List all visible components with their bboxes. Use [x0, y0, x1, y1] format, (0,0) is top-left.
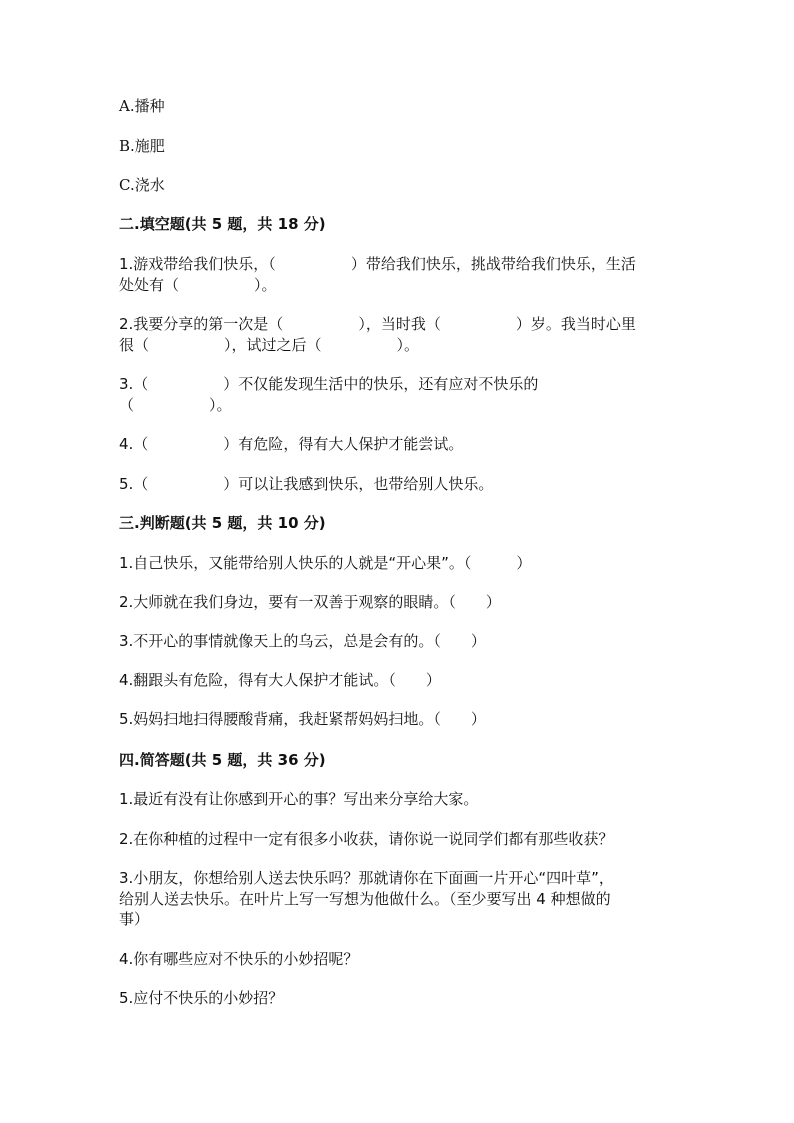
judge-question-2: 2.大师就在我们身边，要有一双善于观察的眼睛。（ ）	[119, 593, 501, 611]
short-question-4: 4.你有哪些应对不快乐的小妙招呢？	[119, 950, 359, 968]
judge-question-4: 4.翻跟头有危险，得有大人保护才能试。（ ）	[119, 671, 441, 689]
fill-question-2: 2.我要分享的第一次是（ ），当时我（ ）岁。我当时心里	[119, 315, 636, 333]
fill-question-3: 3.（ ）不仅能发现生活中的快乐，还有应对不快乐的	[119, 375, 539, 393]
section-heading-fill: 二.填空题(共 5 题，共 18 分)	[119, 215, 326, 233]
short-question-3: 3.小朋友，你想给别人送去快乐吗？那就请你在下面画一片开心“四叶草”，	[119, 869, 614, 887]
fill-question-1-cont: 处处有（ ）。	[119, 276, 277, 294]
short-question-5: 5.应付不快乐的小妙招？	[119, 989, 284, 1007]
fill-question-4: 4.（ ）有危险，得有大人保护才能尝试。	[119, 435, 464, 453]
judge-question-3: 3.不开心的事情就像天上的乌云，总是会有的。（ ）	[119, 632, 486, 650]
short-question-2: 2.在你种植的过程中一定有很多小收获，请你说一说同学们都有那些收获？	[119, 830, 614, 848]
option-b: B.施肥	[119, 137, 165, 155]
judge-question-5: 5.妈妈扫地扫得腰酸背痛，我赶紧帮妈妈扫地。（ ）	[119, 710, 486, 728]
short-question-1: 1.最近有没有让你感到开心的事？写出来分享给大家。	[119, 790, 479, 808]
section-heading-judge: 三.判断题(共 5 题，共 10 分)	[119, 514, 326, 532]
fill-question-3-cont: （ ）。	[119, 396, 232, 414]
short-question-3-cont-2: 事）	[119, 910, 150, 928]
short-question-3-cont: 给别人送去快乐。在叶片上写一写想为他做什么。（至少要写出 4 种想做的	[119, 890, 611, 908]
section-heading-short: 四.简答题(共 5 题，共 36 分)	[119, 751, 326, 769]
fill-question-2-cont: 很（ ），试过之后（ ）。	[119, 336, 420, 354]
fill-question-1: 1.游戏带给我们快乐，（ ）带给我们快乐，挑战带给我们快乐，生活	[119, 255, 636, 273]
judge-question-1: 1.自己快乐，又能带给别人快乐的人就是“开心果”。（ ）	[119, 554, 532, 572]
fill-question-5: 5.（ ）可以让我感到快乐，也带给别人快乐。	[119, 475, 494, 493]
option-a: A.播种	[119, 97, 165, 115]
option-c: C.浇水	[119, 176, 165, 194]
